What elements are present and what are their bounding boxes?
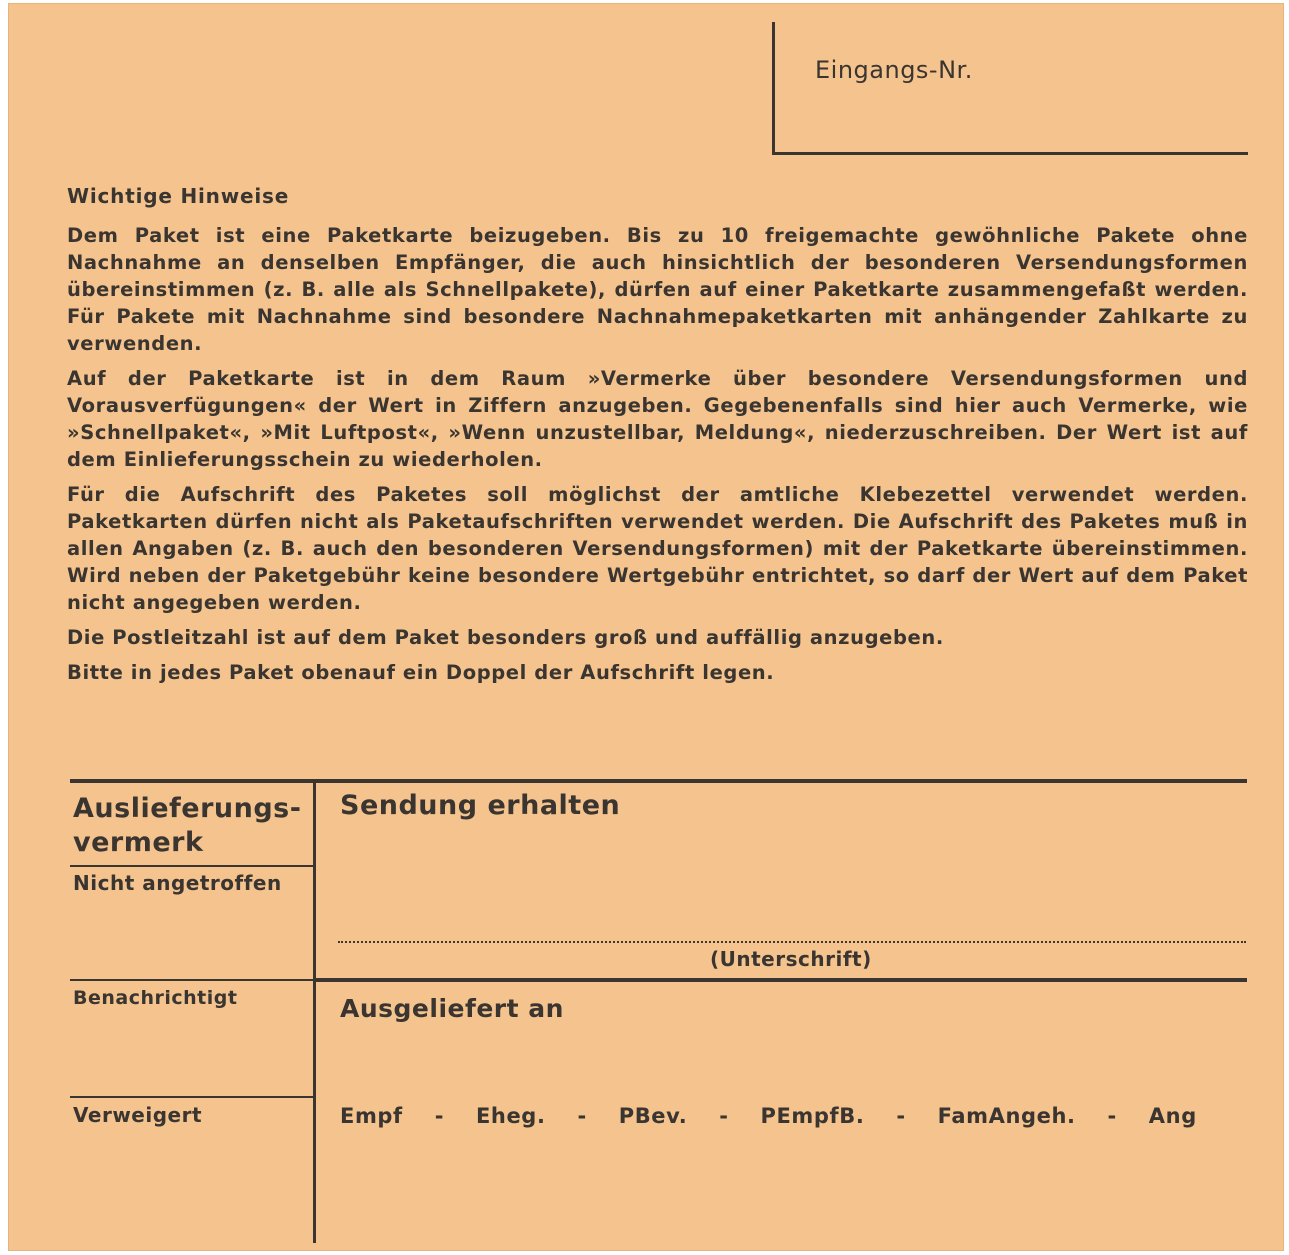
notes-paragraph-4: Die Postleitzahl ist auf dem Paket besonders groß und auffällig anzugeben. (67, 626, 944, 649)
unterschrift-label: (Unterschrift) (710, 947, 872, 971)
sendung-erhalten-label: Sendung erhalten (340, 790, 621, 821)
notes-paragraph-5: Bitte in jedes Paket obenauf ein Doppel der Aufschrift legen. (67, 661, 775, 684)
recipient-empf[interactable]: Empf (340, 1104, 403, 1128)
notes-paragraph-2: Auf der Paketkarte ist in dem Raum »Vermerke über besondere Versendungsformen und Vorausverfügungen« der Wert in Ziffern anzugeben. Gegebenenfalls sind hier auch Vermerke, wie »Schnellpaket«, »Mit Luftpost«, »Wenn unzustellbar, Meldung«, niederzuschreiben. Der Wert ist auf dem Einlieferungsschein zu wiederholen. (67, 367, 1248, 471)
recipient-pempfb[interactable]: PEmpfB. (760, 1104, 865, 1128)
verweigert-label: Verweigert (73, 1103, 203, 1127)
ausgeliefert-an-label: Ausgeliefert an (340, 994, 564, 1023)
eingangs-nr-label: Eingangs-Nr. (815, 56, 973, 84)
notes-paragraph-1: Dem Paket ist eine Paketkarte beizugeben. Bis zu 10 freigemachte gewöhnliche Pakete ohne Nachnahme an denselben Empfänger, die auch hinsichtlich der besonderen Versendungsformen übereinstimmen (z. B. alle als Schnellpakete), dürfen auf einer Paketkarte zusammengefaßt werden. Für Pakete mit Nachnahme sind besondere Nachnahmepaketkarten mit anhängender Zahlkarte zu verwenden. (67, 224, 1248, 355)
separator: - (577, 1104, 587, 1128)
heading-line-1: Auslieferungs- (73, 793, 302, 824)
notes-paragraph-3: Für die Aufschrift des Paketes soll möglichst der amtliche Klebezettel verwendet werden. Paketkarten dürfen nicht als Paketaufschriften verwendet werden. Die Aufschrift des Paketes muß in allen Angaben (z. B. auch den besonderen Versendungsformen) mit der Paketkarte übereinstimmen. Wird neben der Paketgebühr keine besondere Wertgebühr entrichtet, so darf der Wert auf dem Paket nicht angegeben werden. (67, 483, 1248, 614)
separator: - (896, 1104, 906, 1128)
auslieferungsvermerk-heading (73, 792, 301, 860)
separator: - (434, 1104, 445, 1128)
important-notes (67, 183, 1248, 694)
recipient-ang[interactable]: Ang (1148, 1104, 1197, 1128)
separator: - (1107, 1104, 1117, 1128)
heading-line-2: vermerk (73, 827, 204, 858)
benachrichtigt-label: Benachrichtigt (73, 987, 238, 1009)
recipient-famangeh[interactable]: FamAngeh. (937, 1104, 1076, 1128)
eingangs-nr-box[interactable] (772, 22, 1248, 155)
nicht-angetroffen-label: Nicht angetroffen (73, 871, 282, 895)
recipient-pbev[interactable]: PBev. (618, 1104, 688, 1128)
notes-title: Wichtige Hinweise (67, 184, 290, 208)
recipient-eheg[interactable]: Eheg. (475, 1104, 546, 1128)
separator: - (719, 1104, 729, 1128)
